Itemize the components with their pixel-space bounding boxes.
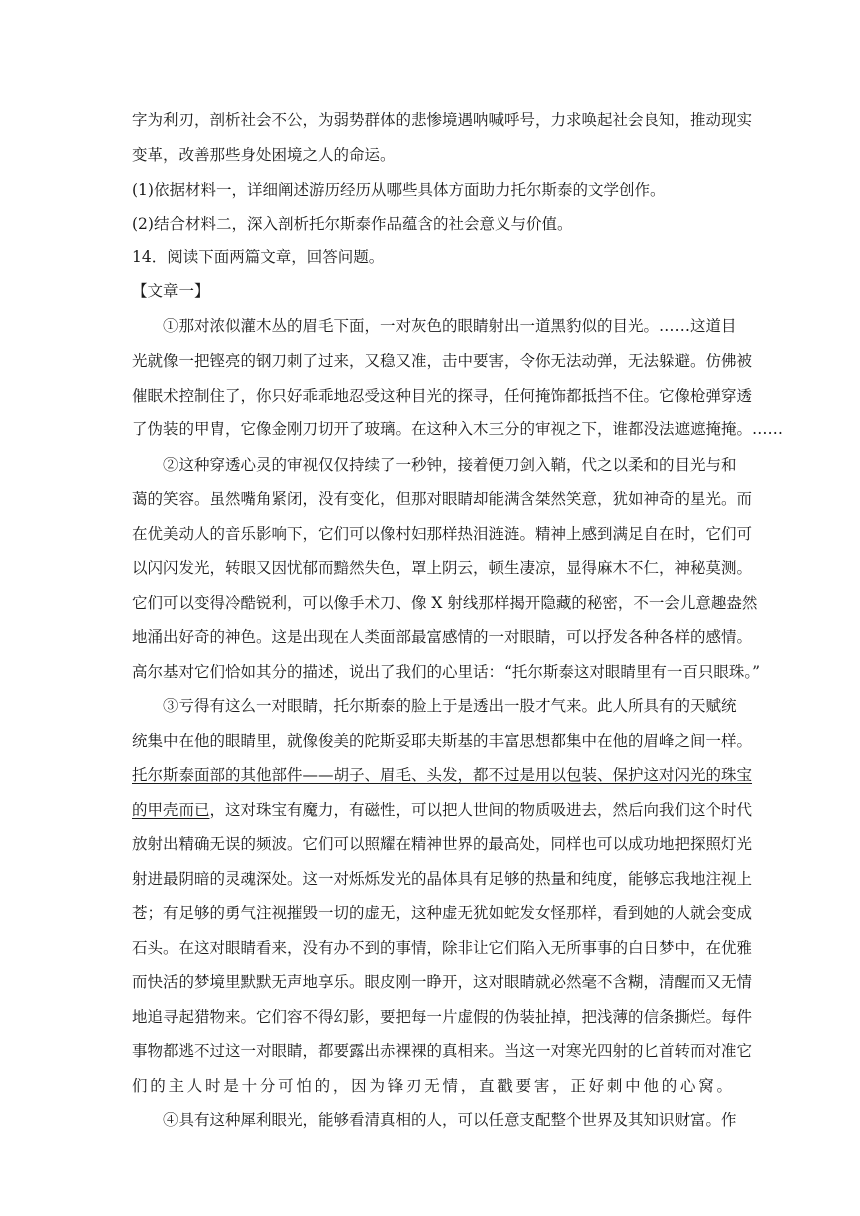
p3-line: ③亏得有这么一对眼睛，托尔斯泰的脸上于是透出一股才气来。此人所具有的天赋统 [163, 697, 737, 715]
p3-line: 统集中在他的眼睛里，就像俊美的陀斯妥耶夫斯基的丰富思想都集中在他的眉峰之间一样。 [132, 732, 753, 750]
p1-line: 光就像一把铿亮的钢刀刺了过来，又稳又准，击中要害，令你无法动弹，无法躲避。仿佛被 [132, 352, 753, 370]
p3-span: ，这对珠宝有魔力，有磁性，可以把人世间的物质吸进去，然后向我们这个时代 [209, 801, 753, 819]
question-1: (1)依据材料一，详细阐述游历经历从哪些具体方面助力托尔斯泰的文学创作。 [132, 181, 666, 199]
question-2: (2)结合材料二，深入剖析托尔斯泰作品蕴含的社会意义与价值。 [132, 215, 573, 233]
p3-line: 而快活的梦境里默默无声地享乐。眼皮刚一睁开，这对眼睛就必然毫不含糊，清醒而又无情 [132, 973, 753, 991]
p2-line: 地涌出好奇的神色。这是出现在人类面部最富感情的一对眼睛，可以抒发各种各样的感情。 [132, 628, 753, 646]
question-14: 14．阅读下面两篇文章，回答问题。 [132, 248, 385, 266]
p3-line: 们的主人时是十分可怕的，因为锋刃无情，直戳要害，正好刺中他的心窝。 [132, 1077, 732, 1095]
p2-line: ②这种穿透心灵的审视仅仅持续了一秒钟，接着便刀剑入鞘，代之以柔和的目光与和 [163, 456, 737, 474]
p2-line: 高尔基对它们恰如其分的描述，说出了我们的心里话：“托尔斯泰这对眼睛里有一百只眼珠。” [132, 663, 761, 681]
intro-line-2: 变革，改善那些身处困境之人的命运。 [132, 146, 396, 164]
article-title: 【文章一】 [132, 282, 210, 300]
p2-line: 在优美动人的音乐影响下，它们可以像村妇那样热泪涟涟。精神上感到满足自在时，它们可 [132, 525, 753, 543]
p3-underlined-span: 的甲壳而已 [132, 801, 210, 819]
p3-mixed-line [132, 800, 753, 820]
p4-line: ④具有这种犀利眼光，能够看清真相的人，可以任意支配整个世界及其知识财富。作 [163, 1111, 737, 1129]
p3-underlined-line: 托尔斯泰面部的其他部件——胡子、眉毛、头发，都不过是用以包装、保护这对闪光的珠宝 [132, 766, 753, 784]
p3-line: 苍；有足够的勇气注视摧毁一切的虚无，这种虚无犹如蛇发女怪那样，看到她的人就会变成 [132, 904, 753, 922]
p2-line: 以闪闪发光，转眼又因忧郁而黯然失色，罩上阴云，顿生凄凉，显得麻木不仁，神秘莫测。 [132, 559, 753, 577]
p3-line: 射进最阴暗的灵魂深处。这一对烁烁发光的晶体具有足够的热量和纯度，能够忘我地注视上 [132, 870, 753, 888]
p3-line: 石头。在这对眼睛看来，没有办不到的事情，除非让它们陷入无所事事的白日梦中，在优雅 [132, 939, 753, 957]
p3-line: 事物都逃不过这一对眼睛，都要露出赤裸裸的真相来。当这一对寒光四射的匕首转而对准它 [132, 1042, 753, 1060]
p1-line: 了伪装的甲胄，它像金刚刀切开了玻璃。在这种入木三分的审视之下，谁都没法遮遮掩掩。…… [132, 420, 784, 438]
p1-line: 催眠术控制住了，你只好乖乖地忍受这种目光的探寻，任何掩饰都抵挡不住。它像枪弹穿透 [132, 387, 753, 405]
p2-line: 它们可以变得冷酷锐利，可以像手术刀、像 X 射线那样揭开隐藏的秘密，不一会儿意趣盎然 [132, 594, 758, 612]
intro-line-1: 字为利刃，剖析社会不公，为弱势群体的悲惨境遇呐喊呼号，力求唤起社会良知，推动现实 [132, 111, 753, 129]
p1-line: ①那对浓似灌木丛的眉毛下面，一对灰色的眼睛射出一道黑豹似的目光。……这道目 [163, 317, 737, 335]
p3-line: 放射出精确无误的频波。它们可以照耀在精神世界的最高处，同样也可以成功地把探照灯光 [132, 835, 753, 853]
p2-line: 蔼的笑容。虽然嘴角紧闭，没有变化，但那对眼睛却能满含桀然笑意，犹如神奇的星光。而 [132, 490, 753, 508]
p3-line: 地追寻起猎物来。它们容不得幻影，要把每一片虚假的伪装扯掉，把浅薄的信条撕烂。每件 [132, 1008, 753, 1026]
